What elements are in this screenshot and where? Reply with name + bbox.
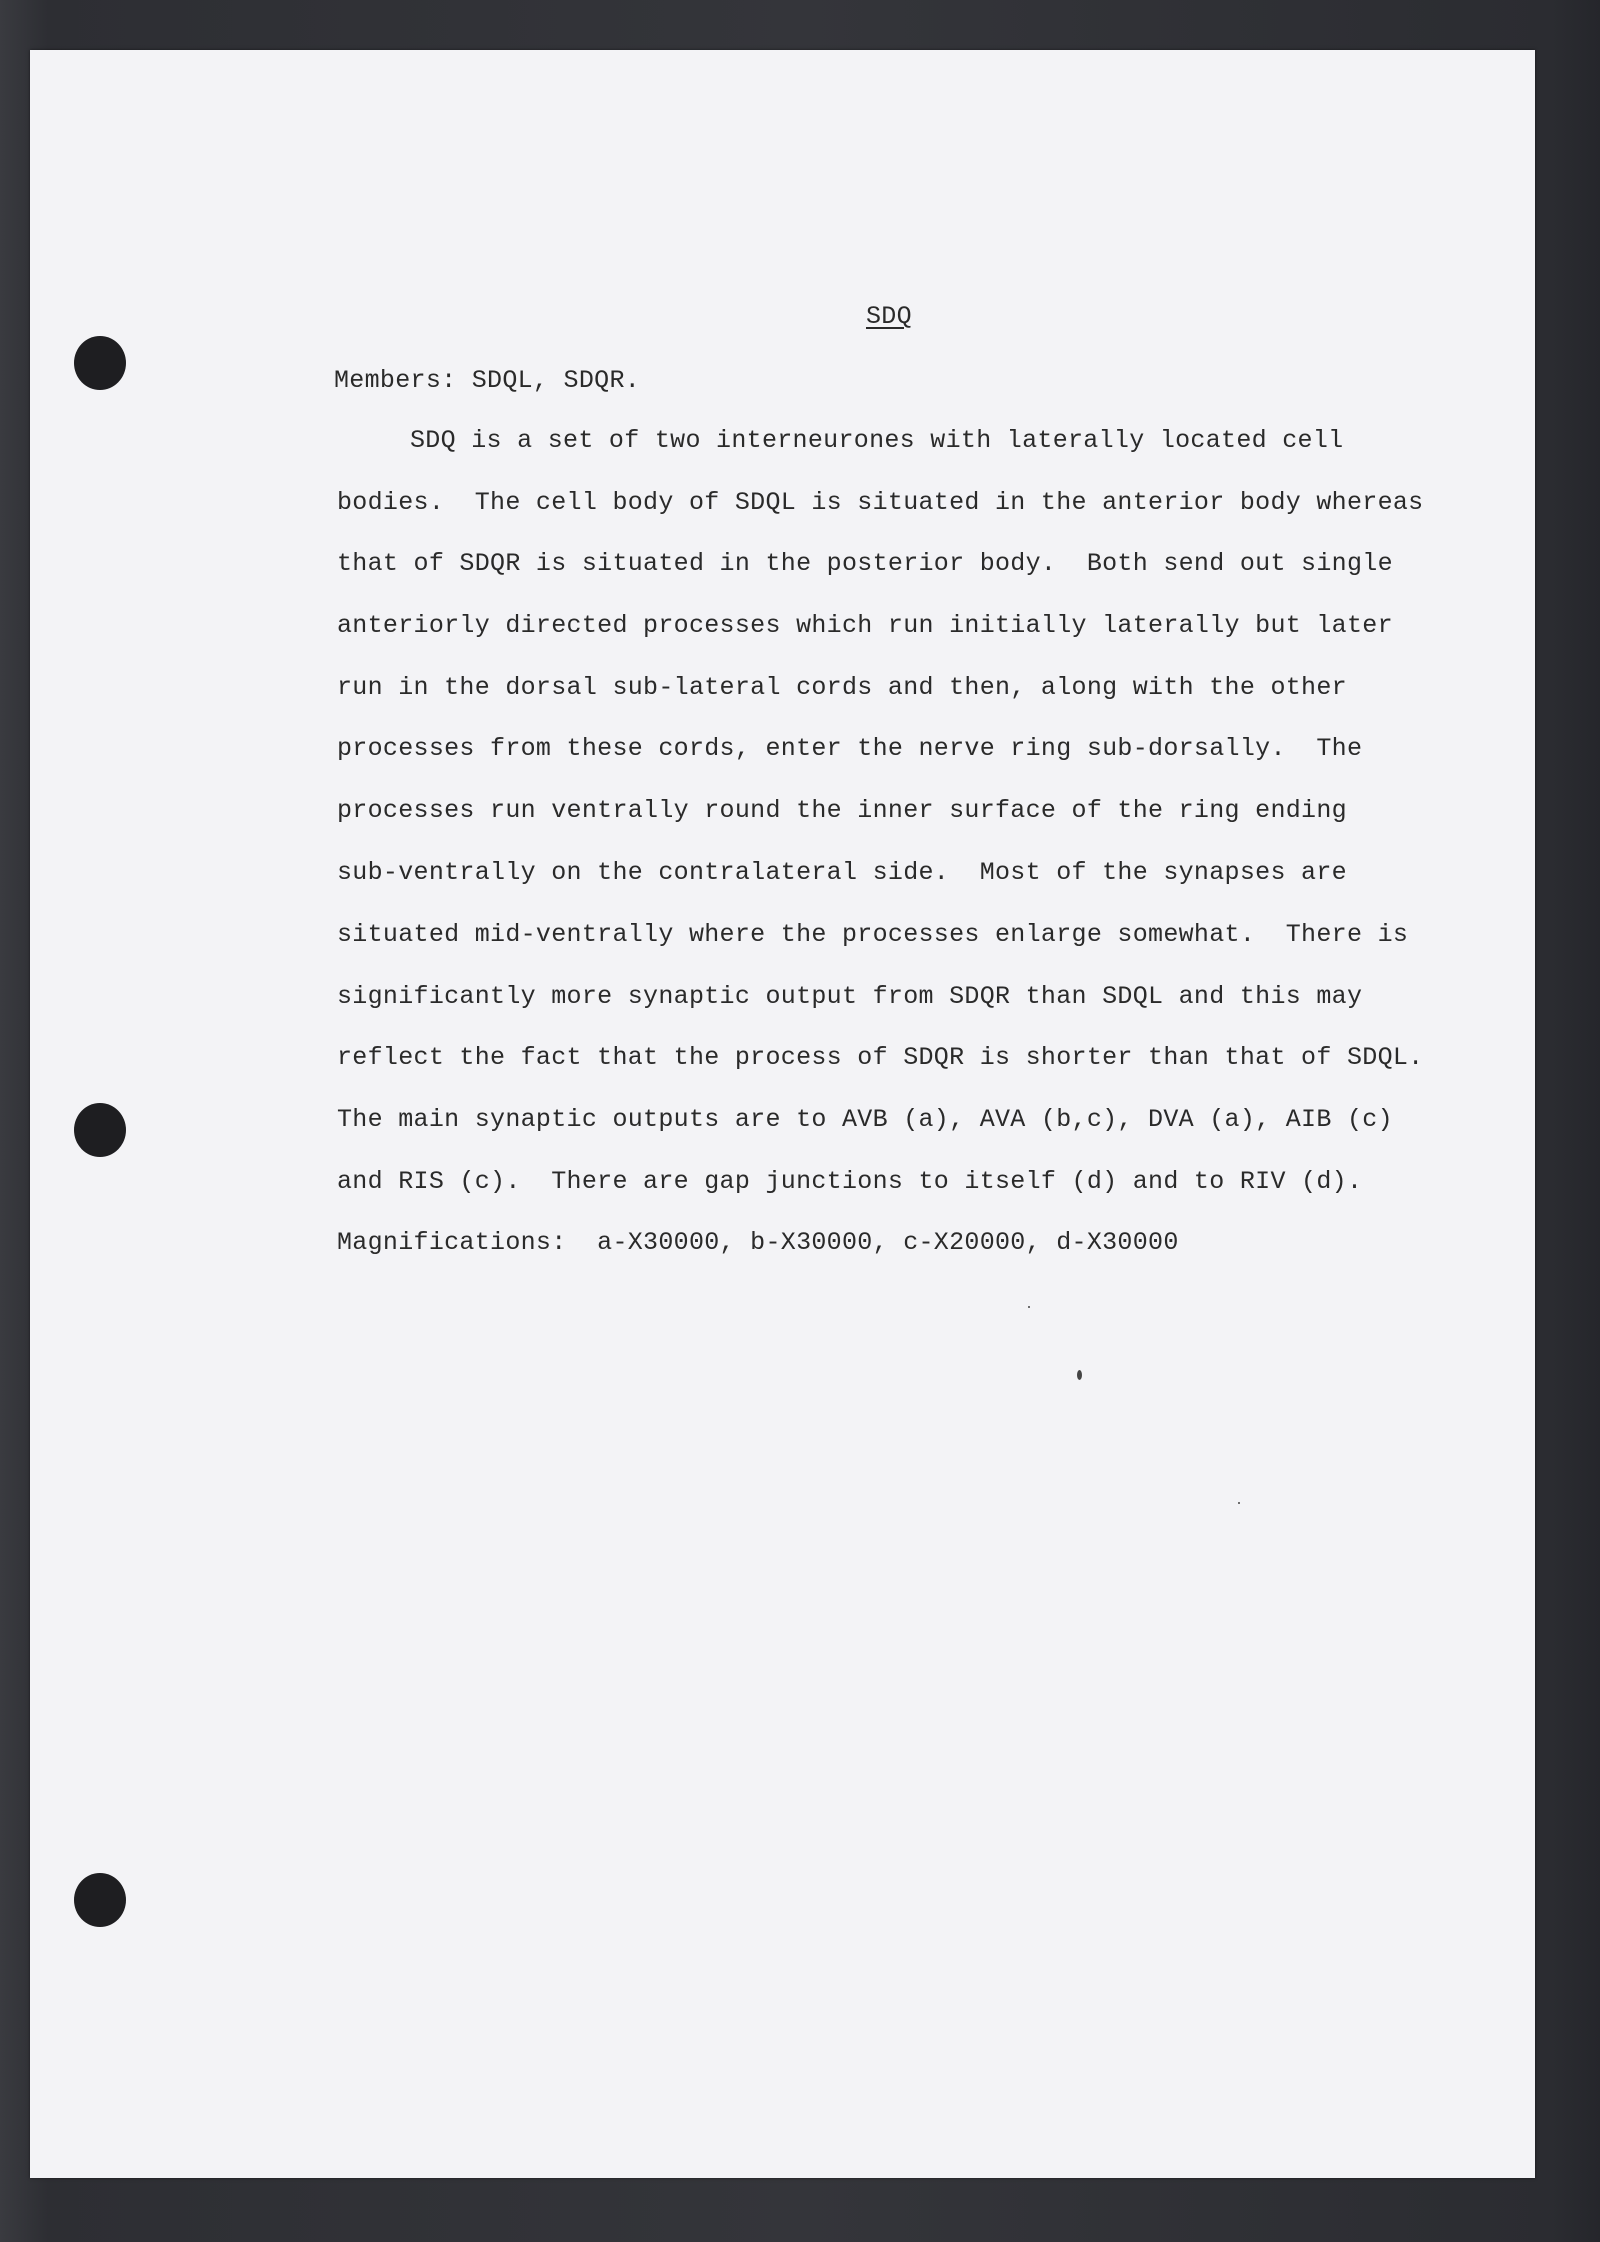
body-line-4: anteriorly directed processes which run initially laterally but later (337, 611, 1393, 640)
body-line-8: sub-ventrally on the contralateral side. Most of the synapses are (337, 858, 1347, 887)
body-line-9: situated mid-ventrally where the processes enlarge somewhat. There is (337, 920, 1409, 949)
body-line-10: significantly more synaptic output from SDQR than SDQL and this may (337, 982, 1363, 1011)
ink-speck (1028, 1306, 1030, 1308)
body-line-3: that of SDQR is situated in the posterior body. Both send out single (337, 549, 1393, 578)
body-line-2: bodies. The cell body of SDQL is situated in the anterior body whereas (337, 488, 1424, 517)
members-line: Members: SDQL, SDQR. (334, 366, 641, 395)
typed-document (30, 50, 1535, 2178)
body-line-14: Magnifications: a-X30000, b-X30000, c-X20000, d-X30000 (337, 1228, 1179, 1257)
body-line-1: SDQ is a set of two interneurones with laterally located cell (410, 426, 1344, 455)
ink-speck (1077, 1370, 1082, 1380)
document-title: SDQ (866, 302, 912, 331)
body-line-7: processes run ventrally round the inner surface of the ring ending (337, 796, 1347, 825)
body-line-12: The main synaptic outputs are to AVB (a), AVA (b,c), DVA (a), AIB (c) (337, 1105, 1393, 1134)
body-line-6: processes from these cords, enter the nerve ring sub-dorsally. The (337, 734, 1363, 763)
ink-speck (1238, 1502, 1240, 1504)
body-line-5: run in the dorsal sub-lateral cords and then, along with the other (337, 673, 1347, 702)
body-line-13: and RIS (c). There are gap junctions to itself (d) and to RIV (d). (337, 1167, 1363, 1196)
paper-sheet (30, 50, 1535, 2178)
body-line-11: reflect the fact that the process of SDQR is shorter than that of SDQL. (337, 1043, 1424, 1072)
